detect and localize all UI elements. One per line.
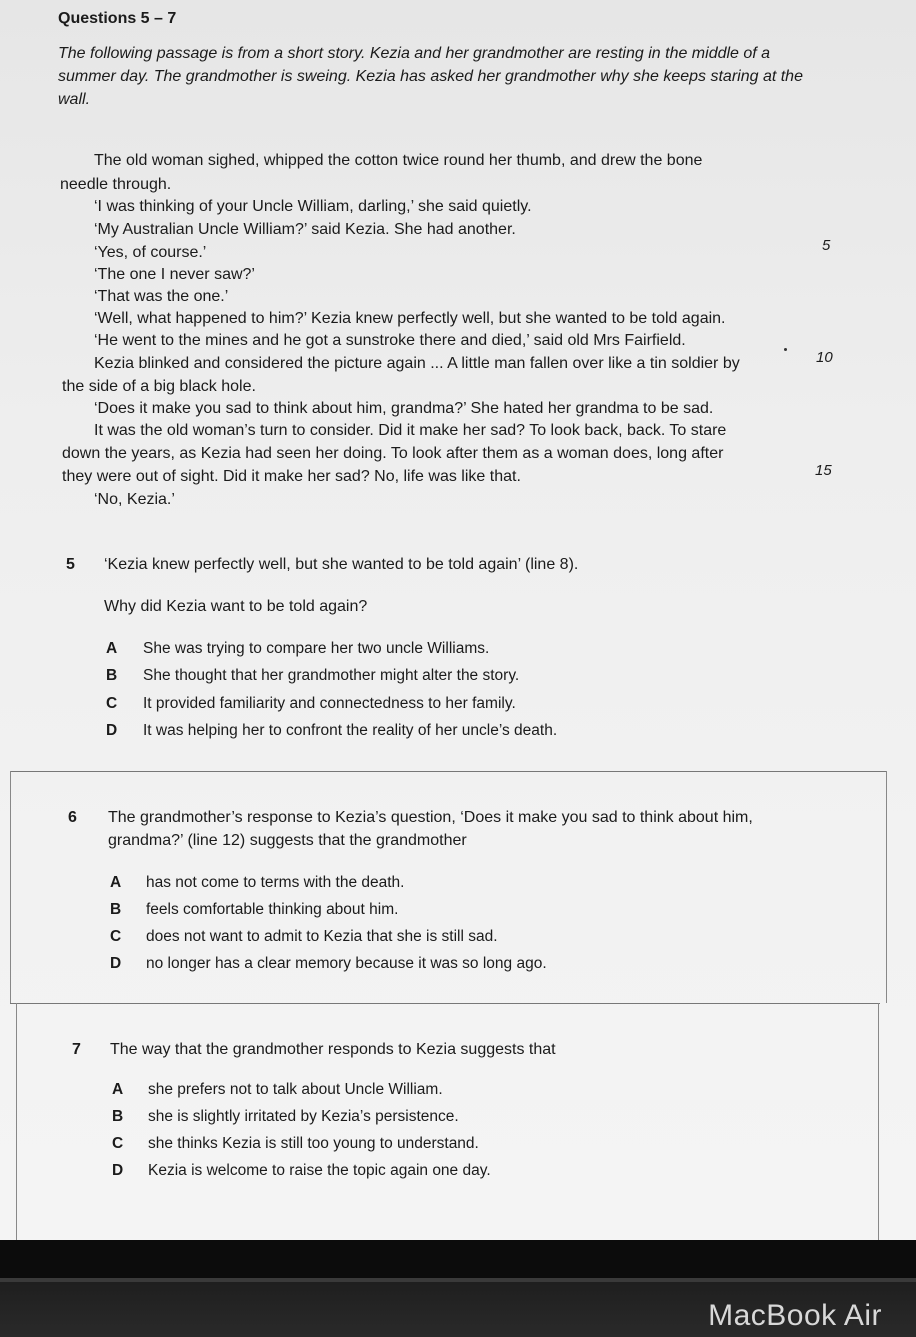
passage-line: the side of a big black hole. bbox=[62, 378, 256, 395]
bezel-strip bbox=[0, 1240, 916, 1278]
question-stem: grandma?’ (line 12) suggests that the grandmother bbox=[108, 832, 467, 849]
passage-line: ‘Yes, of course.’ bbox=[94, 244, 207, 261]
line-number: 10 bbox=[816, 349, 833, 366]
passage-line: ‘Does it make you sad to think about him, grandma?’ She hated her grandma to be sad. bbox=[94, 400, 714, 417]
option-letter: A bbox=[106, 640, 118, 657]
option-7a[interactable] bbox=[112, 1081, 552, 1101]
option-letter: C bbox=[112, 1135, 124, 1152]
option-7b[interactable] bbox=[112, 1108, 552, 1128]
option-letter: D bbox=[106, 722, 118, 739]
option-text: feels comfortable thinking about him. bbox=[146, 901, 399, 918]
option-letter: B bbox=[112, 1108, 124, 1125]
passage-line: ‘I was thinking of your Uncle William, darling,’ she said quietly. bbox=[94, 198, 532, 215]
passage-line: ‘No, Kezia.’ bbox=[94, 491, 175, 508]
passage-line: ‘He went to the mines and he got a sunstroke there and died,’ said old Mrs Fairfield. bbox=[94, 332, 686, 349]
section-heading: Questions 5 – 7 bbox=[58, 10, 177, 27]
bezel-hinge bbox=[0, 1278, 916, 1282]
option-letter: A bbox=[112, 1081, 124, 1098]
option-text: Kezia is welcome to raise the topic again one day. bbox=[148, 1162, 491, 1179]
frame-left-edge bbox=[10, 771, 11, 1003]
passage-line: needle through. bbox=[60, 176, 172, 193]
option-5b[interactable] bbox=[106, 667, 586, 687]
option-text: has not come to terms with the death. bbox=[146, 874, 405, 891]
device-brand-label: MacBook Air bbox=[708, 1299, 882, 1332]
passage-line: ‘That was the one.’ bbox=[94, 288, 229, 305]
stray-dot bbox=[784, 348, 787, 351]
passage-line: Kezia blinked and considered the picture again ... A little man fallen over like a tin soldier by bbox=[94, 355, 740, 372]
passage-line: ‘The one I never saw?’ bbox=[94, 266, 255, 283]
line-number: 15 bbox=[815, 462, 832, 479]
question-number: 5 bbox=[66, 556, 75, 573]
option-letter: B bbox=[106, 667, 118, 684]
passage-line: down the years, as Kezia had seen her doing. To look after them as a woman does, long after bbox=[62, 445, 724, 462]
passage-line: It was the old woman’s turn to consider. Did it make her sad? To look back, back. To stare bbox=[94, 422, 727, 439]
option-letter: A bbox=[110, 874, 122, 891]
question-prompt: Why did Kezia want to be told again? bbox=[104, 598, 368, 615]
option-text: She thought that her grandmother might alter the story. bbox=[143, 667, 520, 684]
question-stem: The way that the grandmother responds to Kezia suggests that bbox=[110, 1041, 556, 1058]
option-text: She was trying to compare her two uncle Williams. bbox=[143, 640, 490, 657]
question-number: 6 bbox=[68, 809, 77, 826]
option-6a[interactable] bbox=[110, 874, 550, 894]
option-text: she is slightly irritated by Kezia’s persistence. bbox=[148, 1108, 459, 1125]
frame-left-edge bbox=[16, 1003, 17, 1240]
passage-intro: The following passage is from a short story. Kezia and her grandmother are resting in the middle of a summer day. The grandmother is sweing. Kezia has asked her grandmother why she keeps staring at the wall. bbox=[58, 45, 803, 108]
line-number: 5 bbox=[822, 237, 831, 254]
option-6d[interactable] bbox=[110, 955, 590, 975]
option-text: no longer has a clear memory because it was so long ago. bbox=[146, 955, 547, 972]
option-6b[interactable] bbox=[110, 901, 550, 921]
option-text: It was helping her to confront the reality of her uncle’s death. bbox=[143, 722, 558, 739]
option-7d[interactable] bbox=[112, 1162, 572, 1182]
option-6c[interactable] bbox=[110, 928, 570, 948]
divider bbox=[10, 1003, 880, 1004]
question-stem: The grandmother’s response to Kezia’s question, ‘Does it make you sad to think about him, bbox=[108, 809, 753, 826]
option-letter: C bbox=[110, 928, 122, 945]
passage-line: ‘Well, what happened to him?’ Kezia knew perfectly well, but she wanted to be told again. bbox=[94, 310, 726, 327]
option-letter: C bbox=[106, 695, 118, 712]
option-letter: D bbox=[110, 955, 122, 972]
question-number: 7 bbox=[72, 1041, 81, 1058]
option-5d[interactable] bbox=[106, 722, 626, 742]
passage-line: The old woman sighed, whipped the cotton twice round her thumb, and drew the bone bbox=[94, 152, 703, 169]
divider bbox=[10, 771, 887, 772]
option-7c[interactable] bbox=[112, 1135, 572, 1155]
option-5a[interactable] bbox=[106, 640, 586, 660]
passage-line: ‘My Australian Uncle William?’ said Kezia. She had another. bbox=[94, 221, 516, 238]
frame-right-edge bbox=[878, 1003, 879, 1240]
option-text: she prefers not to talk about Uncle William. bbox=[148, 1081, 443, 1098]
option-letter: D bbox=[112, 1162, 124, 1179]
option-text: she thinks Kezia is still too young to understand. bbox=[148, 1135, 479, 1152]
option-letter: B bbox=[110, 901, 122, 918]
laptop-bezel bbox=[0, 1240, 916, 1337]
frame-right-edge bbox=[886, 771, 887, 1003]
option-text: does not want to admit to Kezia that she is still sad. bbox=[146, 928, 498, 945]
passage-line: they were out of sight. Did it make her sad? No, life was like that. bbox=[62, 468, 521, 485]
option-5c[interactable] bbox=[106, 695, 586, 715]
question-stem: ‘Kezia knew perfectly well, but she wanted to be told again’ (line 8). bbox=[104, 556, 579, 573]
option-text: It provided familiarity and connectedness to her family. bbox=[143, 695, 516, 712]
